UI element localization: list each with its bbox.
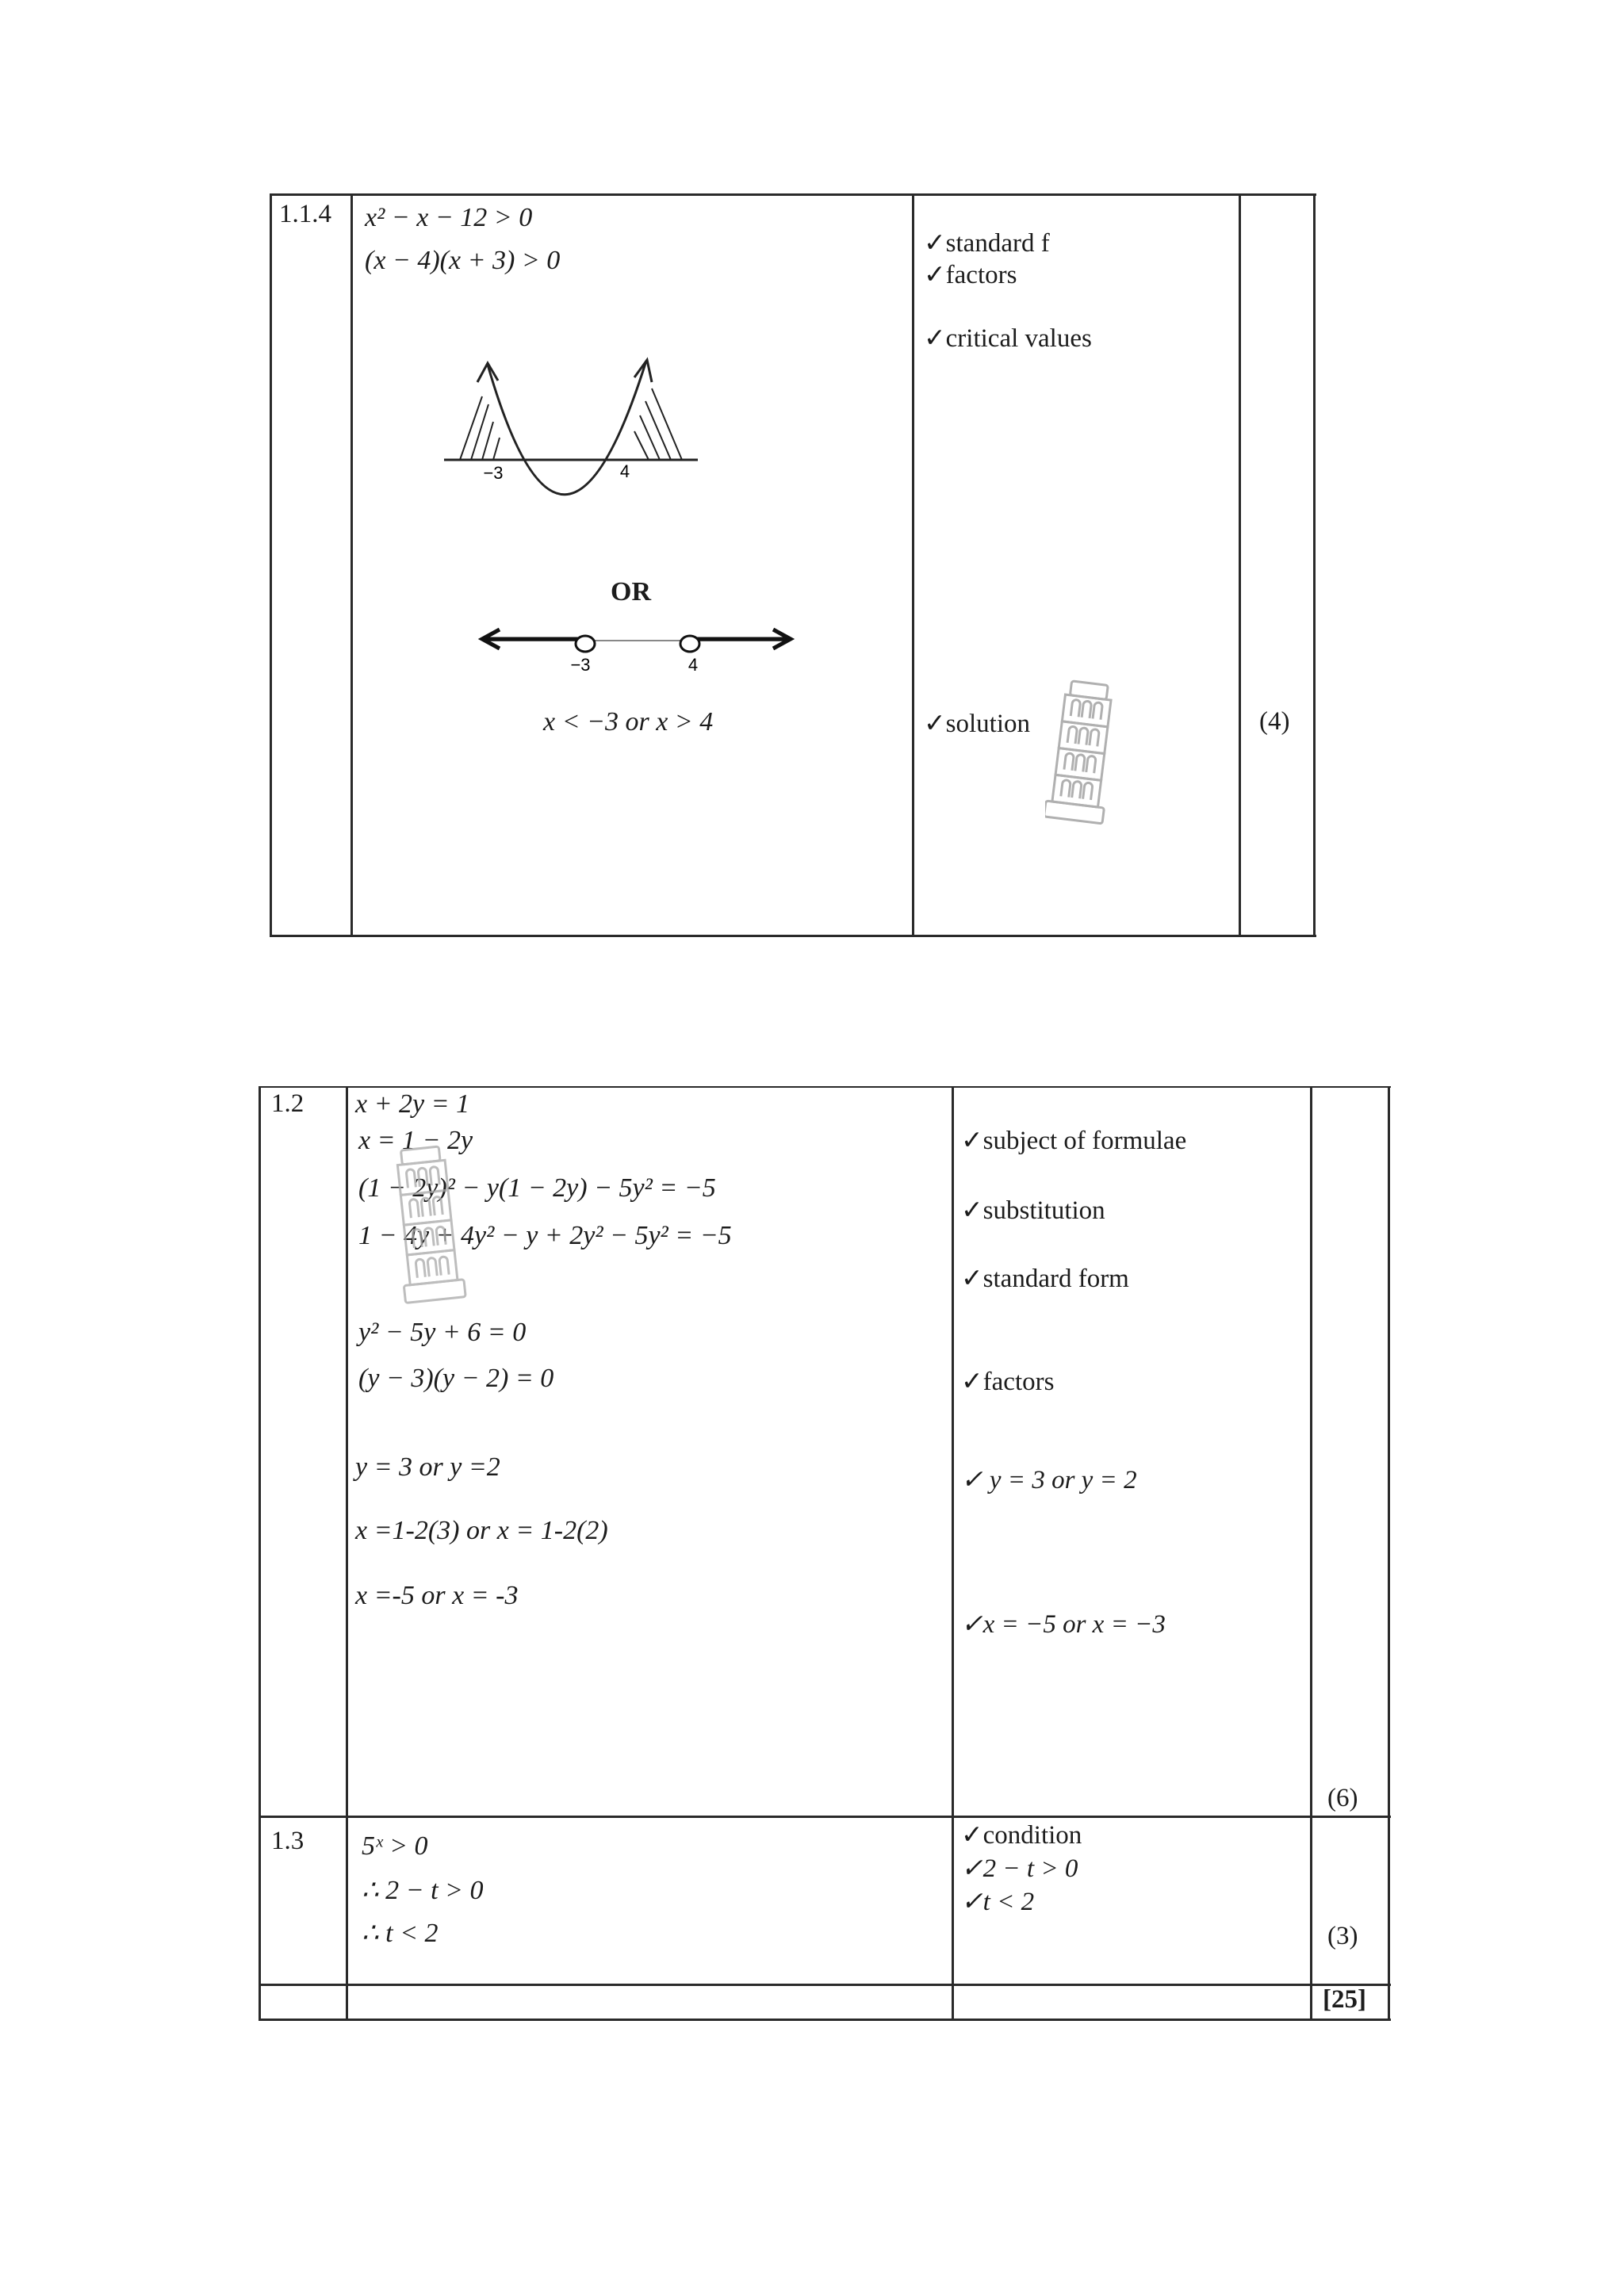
mark-item: ✓condition [961, 1821, 1082, 1850]
numberline-label-right: 4 [688, 655, 699, 675]
mark-item: ✓critical values [924, 324, 1092, 353]
table-border [1239, 193, 1241, 937]
leaning-tower-watermark-icon [389, 1142, 468, 1316]
working-line: y = 3 or y =2 [355, 1452, 500, 1482]
table-border [259, 1984, 1391, 1986]
root-label-left: −3 [483, 463, 504, 483]
table-border [350, 193, 353, 937]
mark-item: ✓standard f [924, 229, 1050, 258]
table-border [270, 935, 1316, 937]
working-line: x =-5 or x = -3 [355, 1581, 519, 1610]
mark-item: ✓t < 2 [961, 1888, 1035, 1916]
table-border [259, 1086, 1391, 1088]
question-number: 1.1.4 [279, 200, 331, 228]
root-label-right: 4 [619, 461, 630, 481]
mark-item: ✓subject of formulae [961, 1127, 1187, 1155]
table-border [346, 1086, 348, 2021]
question-number: 1.2 [271, 1089, 304, 1118]
table-border [952, 1086, 954, 2021]
working-line: ∴ t < 2 [362, 1919, 439, 1948]
mark-item: ✓ y = 3 or y = 2 [961, 1466, 1137, 1494]
table-border [912, 193, 914, 937]
mark-total: (6) [1327, 1784, 1358, 1812]
mark-total: (4) [1259, 707, 1290, 736]
table-border [1313, 193, 1316, 937]
working-line: x = 1 − 2y [358, 1126, 473, 1155]
number-line [476, 617, 801, 680]
table-border [1310, 1086, 1312, 2021]
working-line: (y − 3)(y − 2) = 0 [358, 1364, 554, 1393]
mark-total: (3) [1327, 1922, 1358, 1950]
table-border [1388, 1086, 1390, 2021]
question-number: 1.3 [271, 1827, 304, 1855]
working-line: y² − 5y + 6 = 0 [358, 1318, 527, 1347]
mark-item: ✓factors [961, 1368, 1055, 1396]
working-line: 5ˣ > 0 [362, 1831, 428, 1861]
working-line: x =1-2(3) or x = 1-2(2) [355, 1516, 608, 1545]
working-line: 1 − 4y + 4y² − y + 2y² − 5y² = −5 [358, 1221, 732, 1250]
grand-total: [25] [1323, 1985, 1366, 2014]
numberline-label-left: −3 [570, 655, 591, 675]
table-border [270, 193, 1316, 196]
table-border [270, 193, 272, 937]
table-border [259, 1086, 261, 2021]
factored-line: (x − 4)(x + 3) > 0 [365, 246, 561, 275]
solution-line: x < −3 or x > 4 [543, 707, 714, 737]
mark-item: ✓x = −5 or x = −3 [961, 1610, 1166, 1639]
table-border [259, 1816, 1391, 1818]
or-label: OR [611, 577, 651, 607]
mark-item: ✓standard form [961, 1265, 1129, 1293]
working-line: ∴ 2 − t > 0 [362, 1876, 484, 1905]
working-line: (1 − 2y)² − y(1 − 2y) − 5y² = −5 [358, 1173, 716, 1203]
mark-item: ✓substitution [961, 1196, 1105, 1225]
inequality-line: x² − x − 12 > 0 [365, 203, 533, 232]
parabola-graph [436, 349, 706, 531]
mark-item: ✓factors [924, 261, 1017, 289]
mark-item: ✓2 − t > 0 [961, 1854, 1078, 1883]
table-border [259, 2019, 1391, 2021]
leaning-tower-watermark-icon [1045, 678, 1116, 832]
mark-item: ✓solution [924, 710, 1031, 738]
working-line: x + 2y = 1 [355, 1089, 470, 1119]
